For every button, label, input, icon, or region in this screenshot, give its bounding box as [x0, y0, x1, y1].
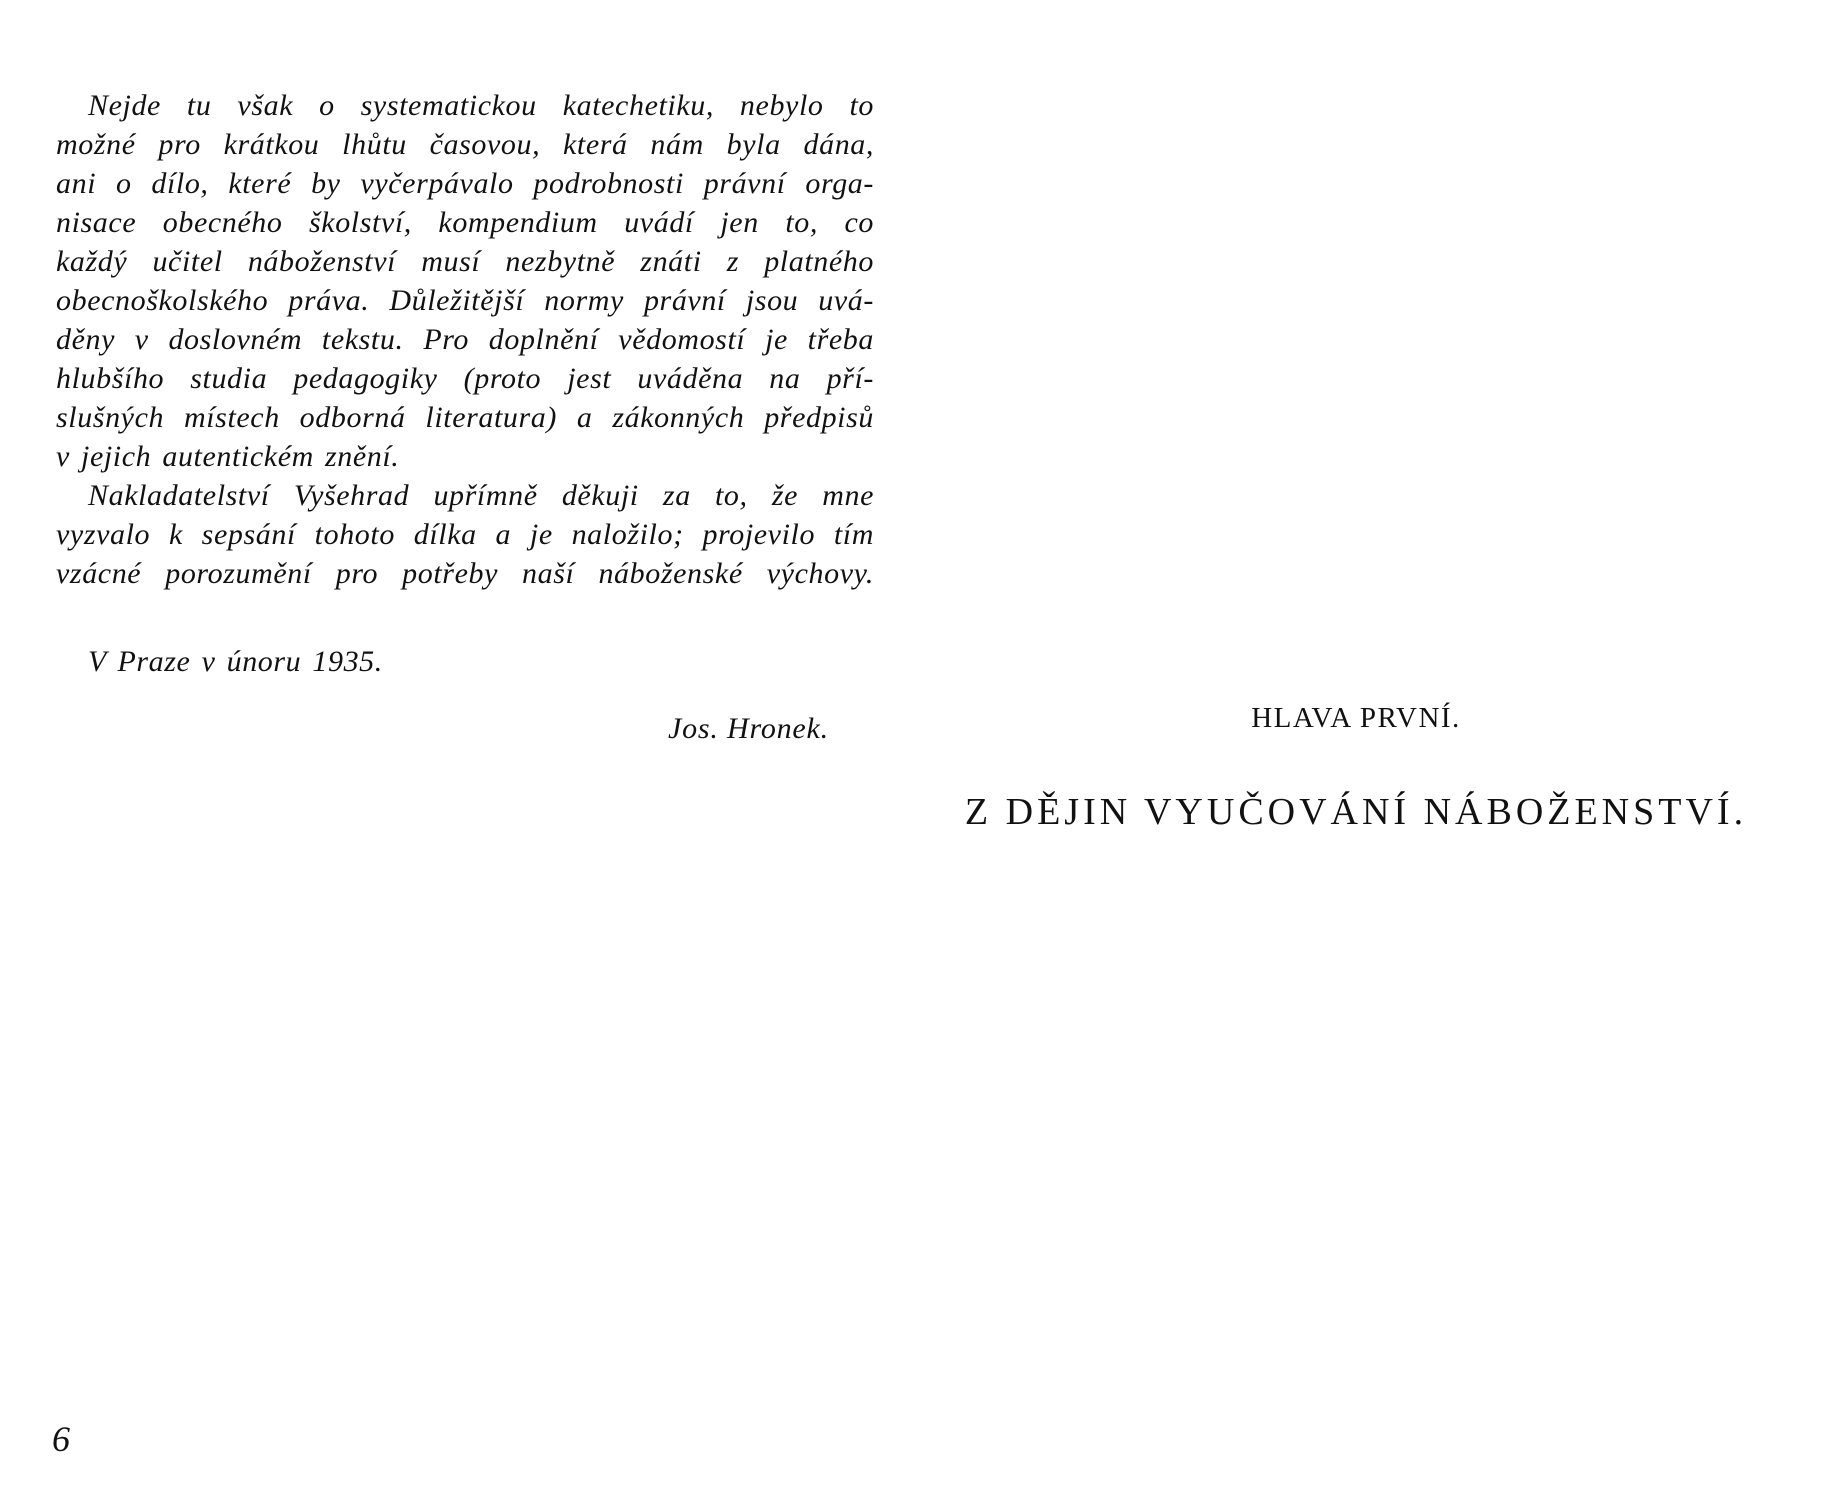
right-page	[915, 0, 1830, 1500]
page-number: 6	[52, 1419, 70, 1459]
preface-line: Nakladatelství Vyšehrad upřímně děkuji za to, že mne	[88, 479, 874, 512]
preface-line: obecnoškolského práva. Důležitější normy právní jsou uvá-	[56, 284, 874, 317]
preface-line: v jejich autentickém znění.	[56, 440, 400, 473]
preface-line: hlubšího studia pedagogiky (proto jest uváděna na pří-	[56, 362, 874, 395]
chapter-title: Z DĚJIN VYUČOVÁNÍ NÁBOŽENSTVÍ.	[964, 791, 1748, 833]
author-signature: Jos. Hronek.	[668, 712, 829, 745]
preface-line: každý učitel náboženství musí nezbytně znáti z platného	[56, 245, 874, 278]
preface-line: děny v doslovném tekstu. Pro doplnění vědomostí je třeba	[56, 323, 874, 356]
preface-line: ani o dílo, které by vyčerpávalo podrobnosti právní orga-	[56, 167, 874, 200]
preface-line: vyzvalo k sepsání tohoto dílka a je naložilo; projevilo tím	[56, 518, 874, 551]
preface-line: slušných místech odborná literatura) a zákonných předpisů	[56, 401, 874, 434]
preface-text	[56, 86, 874, 593]
preface-line: Nejde tu však o systematickou katechetiku, nebylo to	[88, 89, 874, 122]
date-line: V Praze v únoru 1935.	[88, 645, 383, 678]
chapter-label: HLAVA PRVNÍ.	[1251, 702, 1461, 734]
preface-line: vzácné porozumění pro potřeby naší náboženské výchovy.	[56, 557, 874, 590]
preface-line: možné pro krátkou lhůtu časovou, která nám byla dána,	[56, 128, 874, 161]
preface-line: nisace obecného školství, kompendium uvádí jen to, co	[56, 206, 874, 239]
